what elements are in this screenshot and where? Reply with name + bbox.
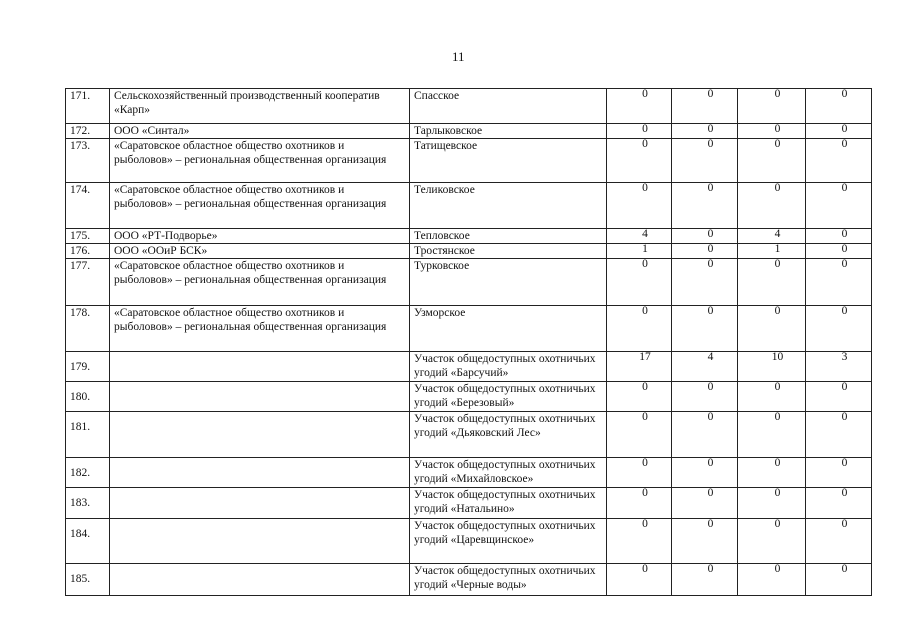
value-4: 0 xyxy=(841,243,848,255)
table-row xyxy=(66,352,872,382)
value-1: 0 xyxy=(642,138,648,150)
hunting-ground-name: Участок общедоступных охотничьих угодий «Царевщинское» xyxy=(410,519,607,564)
value-4: 3 xyxy=(841,351,848,363)
value-1: 0 xyxy=(642,88,648,100)
table-row xyxy=(66,519,872,564)
page-number: 11 xyxy=(452,49,465,64)
organization-name: «Саратовское областное общество охотников и рыболовов» – региональная общественная организация xyxy=(110,306,410,352)
value-1: 0 xyxy=(642,123,648,135)
value-2: 0 xyxy=(707,243,714,255)
value-1: 4 xyxy=(642,228,648,240)
value-3: 0 xyxy=(774,411,781,423)
value-2: 0 xyxy=(707,305,714,317)
hunting-ground-name: Участок общедоступных охотничьих угодий «Натальино» xyxy=(410,488,607,519)
value-3: 0 xyxy=(774,381,781,393)
value-2: 0 xyxy=(707,411,714,423)
value-1: 0 xyxy=(642,457,648,469)
value-2: 0 xyxy=(707,457,714,469)
value-2: 0 xyxy=(707,88,714,100)
value-2: 4 xyxy=(707,351,714,363)
value-4: 0 xyxy=(841,487,848,499)
organization-name: ООО «РТ-Подворье» xyxy=(110,229,410,244)
hunting-ground-name: Узморское xyxy=(410,306,607,352)
value-4: 0 xyxy=(841,518,848,530)
value-4: 0 xyxy=(841,305,848,317)
hunting-ground-name: Тепловское xyxy=(410,229,607,244)
organization-name xyxy=(110,519,410,564)
hunting-ground-name: Участок общедоступных охотничьих угодий «Черные воды» xyxy=(410,564,607,596)
value-1: 17 xyxy=(639,351,651,363)
hunting-ground-name: Участок общедоступных охотничьих угодий «Михайловское» xyxy=(410,458,607,488)
organization-name: Сельскохозяйственный производственный кооператив «Карп» xyxy=(110,89,410,124)
table-row xyxy=(66,124,872,139)
row-number: 174. xyxy=(66,183,110,229)
value-4: 0 xyxy=(841,381,848,393)
value-3: 0 xyxy=(774,305,781,317)
value-4: 0 xyxy=(841,258,848,270)
row-number: 175. xyxy=(66,229,110,244)
value-4: 0 xyxy=(841,138,848,150)
organization-name xyxy=(110,352,410,382)
hunting-ground-name: Участок общедоступных охотничьих угодий «Березовый» xyxy=(410,382,607,412)
value-3: 0 xyxy=(774,182,781,194)
table-row xyxy=(66,412,872,458)
value-2: 0 xyxy=(707,258,714,270)
value-3: 0 xyxy=(774,88,781,100)
value-2: 0 xyxy=(707,138,714,150)
row-number: 180. xyxy=(66,382,110,412)
hunting-ground-name: Турковское xyxy=(410,259,607,306)
row-number: 183. xyxy=(66,488,110,519)
value-4: 0 xyxy=(841,563,848,575)
hunting-grounds-table xyxy=(65,88,872,596)
value-1: 1 xyxy=(642,243,648,255)
organization-name xyxy=(110,488,410,519)
table-row xyxy=(66,488,872,519)
row-number: 182. xyxy=(66,458,110,488)
row-number: 178. xyxy=(66,306,110,352)
organization-name: «Саратовское областное общество охотников и рыболовов» – региональная общественная организация xyxy=(110,259,410,306)
value-2: 0 xyxy=(707,381,714,393)
hunting-ground-name: Спасское xyxy=(410,89,607,124)
value-2: 0 xyxy=(707,487,714,499)
row-number: 185. xyxy=(66,564,110,596)
row-number: 172. xyxy=(66,124,110,139)
row-number: 179. xyxy=(66,352,110,382)
table-row xyxy=(66,382,872,412)
value-4: 0 xyxy=(841,88,848,100)
organization-name: «Саратовское областное общество охотников и рыболовов» – региональная общественная организация xyxy=(110,139,410,183)
organization-name xyxy=(110,458,410,488)
row-number: 177. xyxy=(66,259,110,306)
row-number: 181. xyxy=(66,412,110,458)
table-row xyxy=(66,259,872,306)
value-4: 0 xyxy=(841,457,848,469)
organization-name: ООО «Синтал» xyxy=(110,124,410,139)
value-3: 0 xyxy=(774,518,781,530)
value-3: 1 xyxy=(774,243,781,255)
value-3: 0 xyxy=(774,457,781,469)
hunting-ground-name: Тростянское xyxy=(410,244,607,259)
value-4: 0 xyxy=(841,411,848,423)
hunting-ground-name: Тарлыковское xyxy=(410,124,607,139)
row-number: 171. xyxy=(66,89,110,124)
table-row xyxy=(66,458,872,488)
organization-name: ООО «ООиР БСК» xyxy=(110,244,410,259)
row-number: 176. xyxy=(66,244,110,259)
organization-name xyxy=(110,564,410,596)
table-row xyxy=(66,564,872,596)
value-3: 0 xyxy=(774,258,781,270)
value-2: 0 xyxy=(707,563,714,575)
value-1: 0 xyxy=(642,381,648,393)
value-1: 0 xyxy=(642,305,648,317)
value-1: 0 xyxy=(642,487,648,499)
value-2: 0 xyxy=(707,228,714,240)
value-3: 10 xyxy=(771,351,784,363)
value-1: 0 xyxy=(642,563,648,575)
hunting-ground-name: Татищевское xyxy=(410,139,607,183)
hunting-ground-name: Участок общедоступных охотничьих угодий «Барсучий» xyxy=(410,352,607,382)
value-3: 0 xyxy=(774,123,781,135)
value-1: 0 xyxy=(642,182,648,194)
value-3: 0 xyxy=(774,138,781,150)
value-1: 0 xyxy=(642,258,648,270)
value-4: 0 xyxy=(841,228,848,240)
hunting-ground-name: Участок общедоступных охотничьих угодий «Дьяковский Лес» xyxy=(410,412,607,458)
value-3: 0 xyxy=(774,487,781,499)
table-row xyxy=(66,244,872,259)
organization-name xyxy=(110,382,410,412)
value-2: 0 xyxy=(707,518,714,530)
value-3: 4 xyxy=(774,228,781,240)
row-number: 173. xyxy=(66,139,110,183)
value-1: 0 xyxy=(642,411,648,423)
value-2: 0 xyxy=(707,123,714,135)
value-3: 0 xyxy=(774,563,781,575)
table-row xyxy=(66,183,872,229)
value-2: 0 xyxy=(707,182,714,194)
value-1: 0 xyxy=(642,518,648,530)
value-4: 0 xyxy=(841,123,848,135)
organization-name: «Саратовское областное общество охотников и рыболовов» – региональная общественная организация xyxy=(110,183,410,229)
hunting-ground-name: Теликовское xyxy=(410,183,607,229)
table-row xyxy=(66,89,872,124)
table-row xyxy=(66,229,872,244)
table-row xyxy=(66,139,872,183)
table-row xyxy=(66,306,872,352)
value-4: 0 xyxy=(841,182,848,194)
organization-name xyxy=(110,412,410,458)
row-number: 184. xyxy=(66,519,110,564)
